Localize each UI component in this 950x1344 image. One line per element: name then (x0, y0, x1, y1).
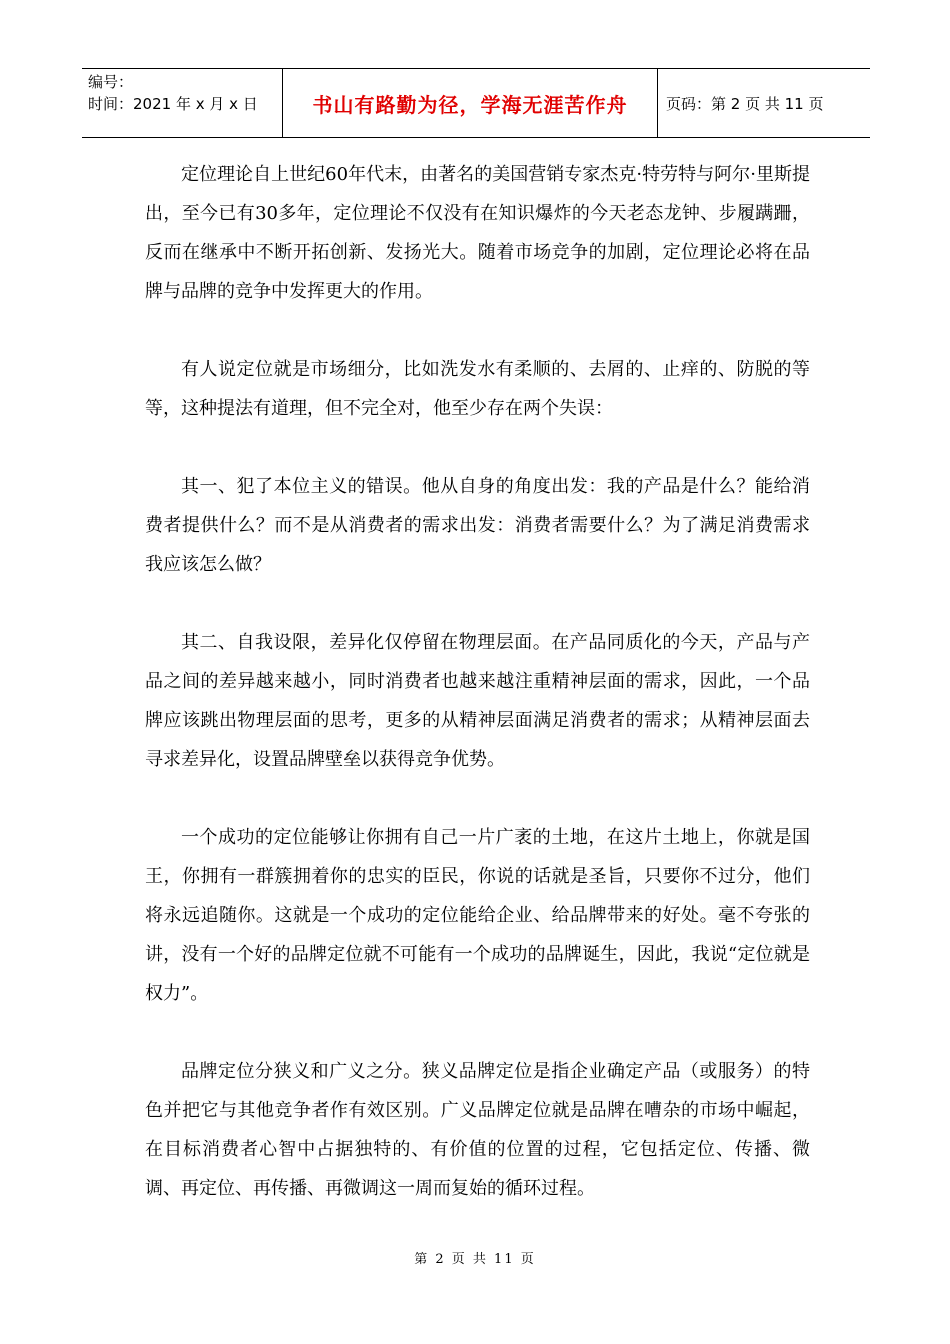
paragraph: 品牌定位分狭义和广义之分。狭义品牌定位是指企业确定产品（或服务）的特色并把它与其他竞争者作有效区别。广义品牌定位就是品牌在嘈杂的市场中崛起，在目标消费者心智中占据独特的、有价值的位置的过程，它包括定位、传播、微调、再定位、再传播、再微调这一周而复始的循环过程。 (145, 1061, 810, 1199)
header-page-code: 页码：第 2 页 共 11 页 (666, 94, 824, 113)
page-footer: 第 2 页 共 11 页 (414, 1252, 536, 1267)
paragraph: 其二、自我设限，差异化仅停留在物理层面。在产品同质化的今天，产品与产品之间的差异越来越小，同时消费者也越来越注重精神层面的需求，因此，一个品牌应该跳出物理层面的思考，更多的从精神层面满足消费者的需求；从精神层面去寻求差异化，设置品牌壁垒以获得竞争优势。 (145, 632, 810, 770)
paragraph: 有人说定位就是市场细分，比如洗发水有柔顺的、去屑的、止痒的、防脱的等等，这种提法有道理，但不完全对，他至少存在两个失误： (145, 359, 810, 419)
header-meta (82, 69, 282, 137)
paragraph: 一个成功的定位能够让你拥有自己一片广袤的土地，在这片土地上，你就是国王，你拥有一群簇拥着你的忠实的臣民，你说的话就是圣旨，只要你不过分，他们将永远追随你。这就是一个成功的定位能给企业、给品牌带来的好处。毫不夸张的讲，没有一个好的品牌定位就不可能有一个成功的品牌诞生，因此，我说“定位就是权力”。 (145, 827, 810, 1004)
paragraph: 定位理论自上世纪60年代末，由著名的美国营销专家杰克·特劳特与阿尔·里斯提出，至今已有30多年，定位理论不仅没有在知识爆炸的今天老态龙钟、步履蹒跚，反而在继承中不断开拓创新、发扬光大。随着市场竞争的加剧，定位理论必将在品牌与品牌的竞争中发挥更大的作用。 (145, 164, 810, 302)
paragraph: 其一、犯了本位主义的错误。他从自身的角度出发：我的产品是什么？能给消费者提供什么？而不是从消费者的需求出发：消费者需要什么？为了满足消费需求我应该怎么做？ (145, 476, 810, 575)
header-motto: 书山有路勤为径，学海无涯苦作舟 (282, 69, 658, 137)
document-number-label: 编号： (88, 73, 134, 91)
page-header (82, 68, 870, 138)
document-date: 时间：2021 年 x 月 x 日 (88, 95, 258, 113)
document-body (145, 155, 810, 1247)
